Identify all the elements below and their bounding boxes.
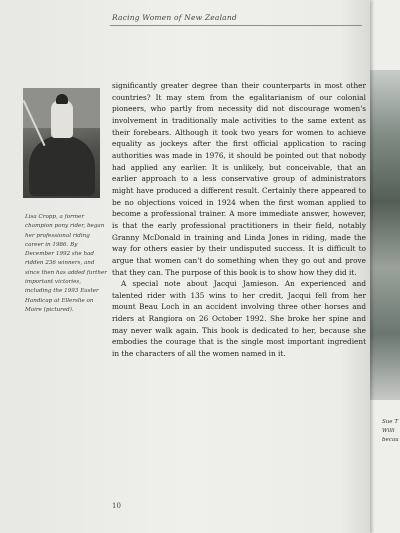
photo-helmet: [56, 94, 68, 104]
paragraph-1: significantly greater degree than their counterparts in most other countries? It may stem from the egalitarianism of our colonial pioneers, who partly from necessity did not discourage women's involvement in traditionally male activities to the same extent as their forebears. Although it took two years for women to achieve equality as jockeys after the first official application to racing authorities was made in 1976, it should be pointed out that nobody had applied any earlier. It is unlikely, but conceivable, that an earlier approach to a less conservative group of administrators might have produced a different result. Certainly there appeared to be no objections voiced in 1924 when the first woman applied to become a professional trainer. A more immediate answer, however, is that the early professional practitioners in their field, notably Granny McDonald in training and Linda Jones in riding, made the way for others easier by their undisputed success. It is difficult to argue that women can't do something when they go out and prove that they can. The purpose of this book is to show how they did it.: [112, 81, 366, 277]
photo-rider: [51, 100, 73, 138]
header-rule: [110, 25, 362, 26]
opposite-page: [366, 0, 400, 533]
opposite-page-caption: Sue T Willi becau: [382, 419, 399, 443]
photo-caption: Lisa Cropp, a former champion pony rider, began her professional riding career in 1986. By December 1992 she had ridden 236 winners, and since then has added further important victories, including the 1993 Easter Handicap at Ellerslie on Moire (pictured).: [25, 214, 107, 313]
photo-horse: [29, 136, 95, 196]
jockey-photo: [23, 88, 100, 198]
paragraph-2: A special note about Jacqui Jamieson. An experienced and talented rider with 135 wins to her credit, Jacqui fell from her mount Beau Loch in an accident involving three other horses and riders at Rangiora on 26 October 1992. She broke her spine and may never walk again. This book is dedicated to her, because she embodies the courage that is the single most important ingredient in the characters of all the women named in it.: [112, 279, 366, 359]
page-number: 10: [112, 502, 121, 510]
running-header: Racing Women of New Zealand: [112, 13, 237, 22]
body-text: [112, 80, 366, 360]
